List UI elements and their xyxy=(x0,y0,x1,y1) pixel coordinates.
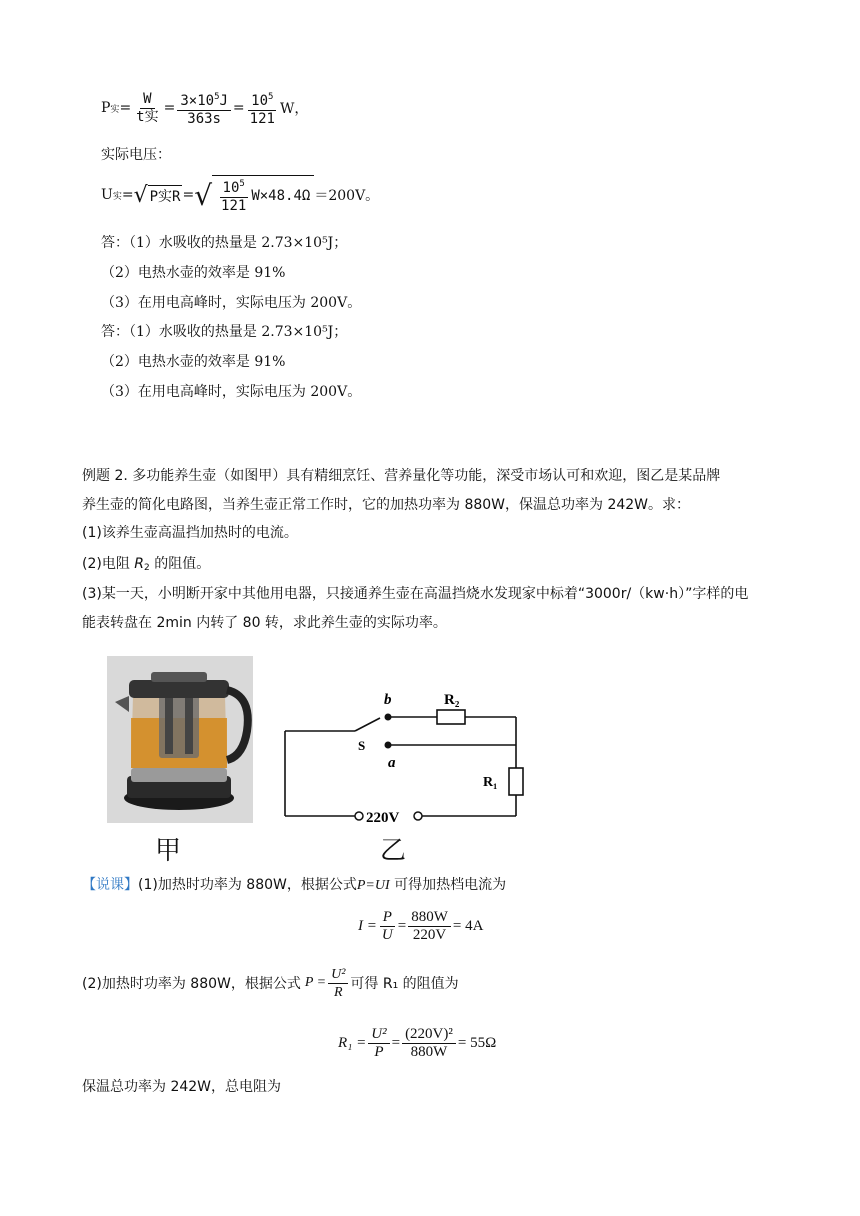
label-220v: 220V xyxy=(366,810,400,826)
fraction: $\frac{P}{U}$ xyxy=(379,909,396,944)
kettle-illustration xyxy=(107,656,253,823)
u-subscript: 实 xyxy=(112,191,122,202)
fraction-w-over-t xyxy=(133,91,161,126)
answer-line: （2）电热水壶的效率是 91% xyxy=(101,354,286,370)
sqrt-content: P实R xyxy=(148,185,183,206)
p-symbol: P xyxy=(101,100,111,116)
answer-line: 答：（1）水吸收的热量是 2.73×10⁵J； xyxy=(101,235,348,251)
label-r2: R₂ xyxy=(444,692,460,708)
label-r1: R₁ xyxy=(483,775,498,790)
example-line-1: 例题 2. 多功能养生壶（如图甲）具有精细烹饪、营养量化等功能，深受市场认可和欢迎，图乙是某品牌 xyxy=(82,468,721,484)
fraction: $\frac{\text{U²}}{R}$ xyxy=(328,966,348,1001)
fraction: $\frac{\text{(220V)²}}{880W}$ xyxy=(402,1026,456,1061)
frac-den: 121 xyxy=(249,110,275,127)
eq-sign: = xyxy=(232,100,245,116)
fraction-result xyxy=(247,89,278,128)
eq-sign: = xyxy=(121,187,134,203)
sqrt-content-2: $\frac{10^5}{121}$ W×48.4Ω xyxy=(212,175,314,215)
p-subscript: 实 xyxy=(110,104,120,115)
answer-line: （3）在用电高峰时，实际电压为 200V。 xyxy=(101,295,362,311)
resistance-equation: R₁ = $\frac{\text{U²}}{P}$ = $\frac{\text{(220V)²}}{880W}$ = 55Ω xyxy=(338,1025,497,1060)
lecture-tag: 【说课】 xyxy=(82,877,138,893)
question-2: (2)电阻 $R_2$ 的阻值。 xyxy=(82,556,211,573)
question-3-line-2: 能表转盘在 2min 内转了 80 转，求此养生壶的实际功率。 xyxy=(82,615,447,631)
frac-num: W xyxy=(140,91,154,109)
terminal-right xyxy=(414,812,422,820)
p-tail: W， xyxy=(279,101,309,117)
frac-den: 363s xyxy=(187,110,221,127)
example-line-2: 养生壶的简化电路图，当养生壶正常工作时，它的加热功率为 880W，保温总功率为 242W。求： xyxy=(82,497,691,513)
label-a: a xyxy=(388,755,396,771)
lecture-paragraph-2: (2)加热时功率为 880W，根据公式 P = $\frac{\text{U²}}{R}$ 可得 R₁ 的阻值为 xyxy=(82,966,459,1000)
terminal-b-dot xyxy=(385,714,392,721)
circuit-diagram xyxy=(280,688,540,833)
question-3-line-1: (3)某一天，小明断开家中其他用电器，只接通养生壶在高温挡烧水发现家中标着“3000r/（kw·h）”字样的电 xyxy=(82,586,749,602)
terminal-a-dot xyxy=(385,742,392,749)
frac-num: $10^5$ xyxy=(248,89,276,111)
voltage-formula xyxy=(101,170,379,220)
frac-den: t实 xyxy=(136,108,159,125)
answer-line: 答：（1）水吸收的热量是 2.73×10⁵J； xyxy=(101,324,348,340)
sqrt-sign-icon: √ xyxy=(133,182,148,208)
lecture-paragraph-1: 【说课】(1)加热时功率为 880W，根据公式P=UI 可得加热档电流为 xyxy=(82,877,507,893)
question-1: (1)该养生壶高温挡加热时的电流。 xyxy=(82,525,298,541)
power-formula xyxy=(101,86,308,130)
label-b: b xyxy=(384,692,392,708)
frac-num: $3\times 10^5J$ xyxy=(177,89,231,111)
fraction: $\frac{\text{U²}}{P}$ xyxy=(368,1026,389,1061)
voltage-label: 实际电压： xyxy=(101,147,171,163)
lecture-paragraph-3: 保温总功率为 242W，总电阻为 xyxy=(82,1079,282,1095)
eq-sign: = xyxy=(163,100,176,116)
eq-sign: = xyxy=(119,100,132,116)
figure-label-yi: 乙 xyxy=(380,836,407,866)
kettle-photo xyxy=(107,656,253,823)
fraction-energy-over-time xyxy=(177,89,231,128)
sqrt-sign-icon: √ xyxy=(194,178,213,212)
u-symbol: U xyxy=(101,187,113,203)
eq-sign: = xyxy=(182,187,195,203)
figure-label-jia: 甲 xyxy=(155,836,182,866)
fraction: $\frac{880W}{220V}$ xyxy=(408,909,451,944)
fraction: $\frac{10^5}{121}$ xyxy=(218,176,249,215)
current-equation: I = $\frac{P}{U}$ = $\frac{880W}{220V}$ = 4A xyxy=(358,908,484,943)
label-s: S xyxy=(358,738,366,753)
answer-line: （3）在用电高峰时，实际电压为 200V。 xyxy=(101,384,362,400)
terminal-left xyxy=(355,812,363,820)
answer-line: （2）电热水壶的效率是 91% xyxy=(101,265,286,281)
u-result: ＝200V。 xyxy=(314,188,380,204)
